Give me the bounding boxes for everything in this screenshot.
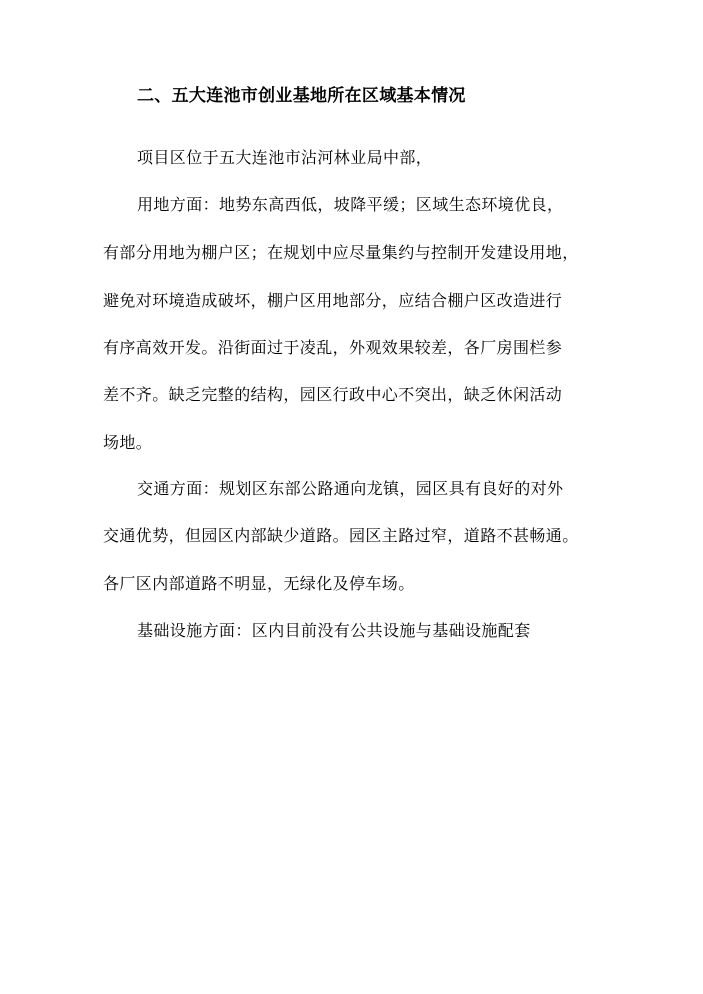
paragraph-infrastructure-line-1: 基础设施方面：区内目前没有公共设施与基础设施配套	[137, 621, 531, 640]
paragraph-traffic-line-1: 交通方面：规划区东部公路通向龙镇，园区具有良好的对外	[137, 479, 564, 498]
section-heading: 二、五大连池市创业基地所在区域基本情况	[137, 86, 466, 106]
paragraph-land-use-line-1: 用地方面：地势东高西低，坡降平缓；区域生态环境优良，	[137, 195, 564, 214]
paragraph-land-use-line-4: 有序高效开发。沿街面过于凌乱，外观效果较差，各厂房围栏参	[103, 338, 563, 357]
paragraph-traffic-line-3: 各厂区内部道路不明显，无绿化及停车场。	[103, 574, 415, 593]
paragraph-land-use-line-6: 场地。	[103, 433, 153, 452]
paragraph-land-use-line-3: 避免对环境造成破坏，棚户区用地部分，应结合棚户区改造进行	[103, 291, 563, 310]
paragraph-land-use-line-2: 有部分用地为棚户区；在规划中应尽量集约与控制开发建设用地，	[103, 243, 579, 262]
paragraph-land-use-line-5: 差不齐。缺乏完整的结构，园区行政中心不突出，缺乏休闲活动	[103, 385, 563, 404]
paragraph-location-line-1: 项目区位于五大连池市沾河林业局中部，	[137, 148, 433, 167]
paragraph-traffic-line-2: 交通优势，但园区内部缺少道路。园区主路过窄，道路不甚畅通。	[103, 526, 579, 545]
